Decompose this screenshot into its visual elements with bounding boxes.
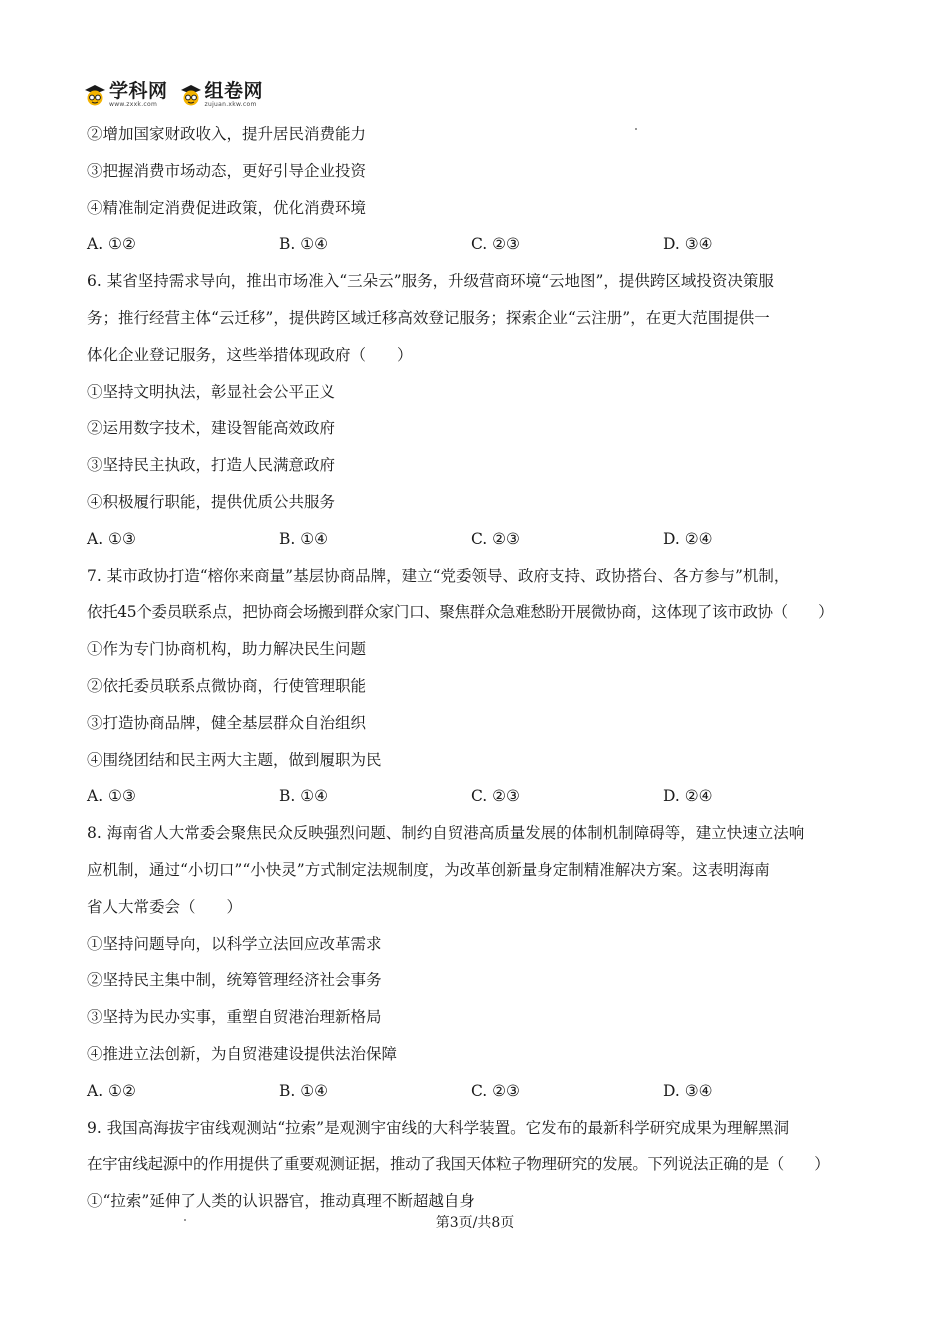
choice-d: D. ③④ <box>663 235 713 254</box>
exam-content <box>87 116 857 1220</box>
option-statement: ①坚持文明执法，彰显社会公平正义 <box>87 382 336 401</box>
choice-d: D. ②④ <box>663 787 713 806</box>
answer-choices <box>87 226 857 263</box>
question-7 <box>87 558 857 816</box>
choice-a: A. ①② <box>87 235 136 254</box>
logo-zxxk-name: 学科网 <box>109 80 168 102</box>
logo-zujuan-name: 组卷网 <box>204 80 264 102</box>
choice-b: B. ①④ <box>279 235 329 254</box>
header-logos <box>84 80 263 110</box>
page-number: 第3页/共8页 <box>435 1215 515 1231</box>
option-statement: ④积极履行职能，提供优质公共服务 <box>87 492 336 511</box>
option-statement: ②坚持民主集中制，统筹管理经济社会事务 <box>87 971 382 990</box>
choice-c: C. ②③ <box>471 787 520 806</box>
choice-a: A. ①③ <box>87 529 136 548</box>
choice-a: A. ①② <box>87 1081 136 1100</box>
answer-choices <box>87 521 857 558</box>
choice-c: C. ②③ <box>471 529 520 548</box>
question-stem: 依托45个委员联系点，把协商会场搬到群众家门口、聚焦群众急难愁盼开展微协商，这体现了该市政协（ ） <box>87 603 834 622</box>
option-statement: ①“拉索”延伸了人类的认识器官，推动真理不断超越自身 <box>87 1192 475 1211</box>
option-statement: ③打造协商品牌，健全基层群众自治组织 <box>87 713 367 732</box>
question-stem: 体化企业登记服务，这些举措体现政府（ ） <box>87 345 413 364</box>
mascot-icon <box>180 84 202 106</box>
choice-b: B. ①④ <box>279 1081 329 1100</box>
option-statement: ③坚持为民办实事，重塑自贸港治理新格局 <box>87 1008 382 1027</box>
choice-d: D. ③④ <box>663 1081 713 1100</box>
mascot-icon <box>84 84 106 106</box>
question-stem: 务；推行经营主体“云迁移”，提供跨区域迁移高效登记服务；探索企业“云注册”，在更大范围提供一 <box>87 308 770 327</box>
option-statement: ④围绕团结和民主两大主题，做到履职为民 <box>87 750 382 769</box>
option-statement: ④精准制定消费促进政策，优化消费环境 <box>87 198 367 217</box>
question-9 <box>87 1110 857 1220</box>
question-stem: 省人大常委会（ ） <box>87 897 243 916</box>
question-8 <box>87 815 857 1109</box>
logo-zujuan-url: zujuan.xkw.com <box>204 101 257 108</box>
option-statement: ②依托委员联系点微协商，行使管理职能 <box>87 676 367 695</box>
choice-c: C. ②③ <box>471 1081 520 1100</box>
question-stem: 应机制，通过“小切口”“小快灵”方式制定法规制度，为改革创新量身定制精准解决方案。这表明海南 <box>87 860 770 879</box>
choice-d: D. ②④ <box>663 529 713 548</box>
logo-zujuan[interactable] <box>180 82 264 108</box>
question-stem: 6. 某省坚持需求导向，推出市场准入“三朵云”服务，升级营商环境“云地图”，提供跨区域投资决策服 <box>87 272 774 291</box>
question-stem: 9. 我国高海拔宇宙线观测站“拉索”是观测宇宙线的大科学装置。它发布的最新科学研究成果为理解黑洞 <box>87 1118 790 1137</box>
choice-a: A. ①③ <box>87 787 136 806</box>
question-6 <box>87 263 857 557</box>
logo-zxxk-url: www.zxxk.com <box>109 101 158 108</box>
question-stem: 在宇宙线起源中的作用提供了重要观测证据，推动了我国天体粒子物理研究的发展。下列说法正确的是（ ） <box>87 1155 830 1174</box>
answer-choices <box>87 778 857 815</box>
option-statement: ④推进立法创新，为自贸港建设提供法治保障 <box>87 1044 398 1063</box>
option-statement: ③坚持民主执政，打造人民满意政府 <box>87 456 336 475</box>
option-statement: ①坚持问题导向，以科学立法回应改革需求 <box>87 934 382 953</box>
answer-choices <box>87 1073 857 1110</box>
question-stem: 8. 海南省人大常委会聚焦民众反映强烈问题、制约自贸港高质量发展的体制机制障碍等，建立快速立法响 <box>87 824 805 843</box>
logo-zxxk[interactable] <box>84 82 168 108</box>
option-statement: ②运用数字技术，建设智能高效政府 <box>87 419 336 438</box>
choice-b: B. ①④ <box>279 787 329 806</box>
option-statement: ②增加国家财政收入，提升居民消费能力 <box>87 125 367 143</box>
question-stem: 7. 某市政协打造“榕你来商量”基层协商品牌，建立“党委领导、政府支持、政协搭台、各方参与”机制， <box>87 566 790 585</box>
choice-b: B. ①④ <box>279 529 329 548</box>
choice-c: C. ②③ <box>471 235 520 254</box>
option-statement: ③把握消费市场动态，更好引导企业投资 <box>87 161 367 180</box>
question-5-tail <box>87 116 857 263</box>
option-statement: ①作为专门协商机构，助力解决民生问题 <box>87 640 367 659</box>
